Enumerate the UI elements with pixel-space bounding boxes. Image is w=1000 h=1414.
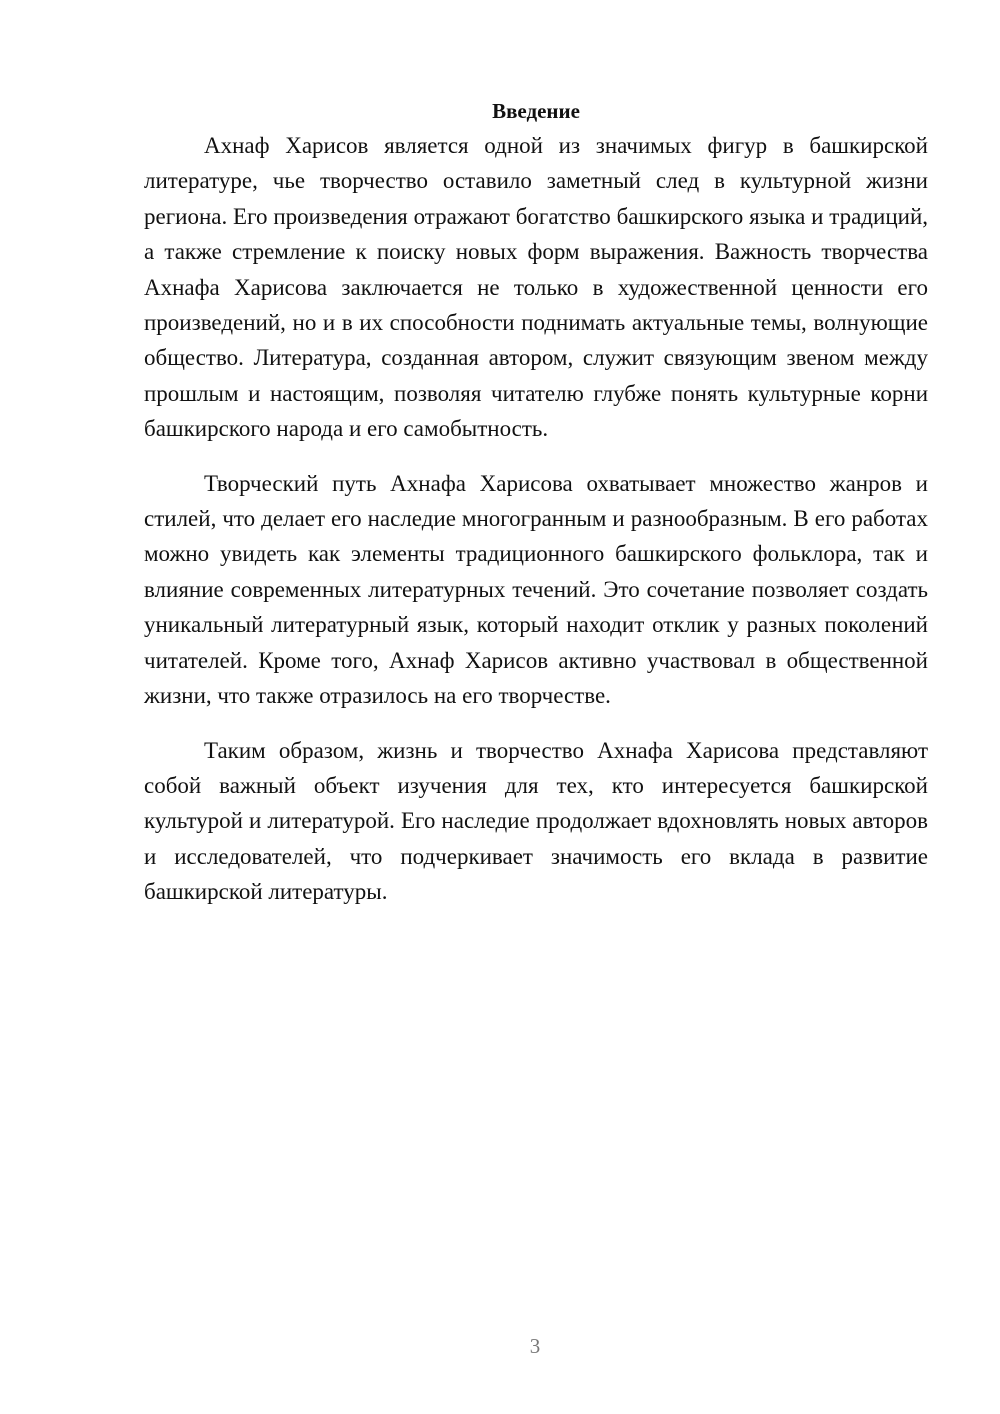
paragraph-conclusion: Таким образом, жизнь и творчество Ахнафа Харисова представляют собой важный объект изучения для тех, кто интересуется башкирской культурой и литературой. Его наследие продолжает вдохновлять новых авторов и исследователей, что подчеркивает значимость его вклада в развитие башкирской литературы.	[144, 737, 928, 905]
paragraph-introduction: Ахнаф Харисов является одной из значимых фигур в башкирской литературе, чье творчество оставило заметный след в культурной жизни региона. Его произведения отражают богатство башкирского языка и традиций, а также стремление к поиску новых форм выражения. Важность творчества Ахнафа Харисова заключается не только в художественной ценности его произведений, но и в их способности поднимать актуальные темы, волнующие общество. Литература, созданная автором, служит связующим звеном между прошлым и настоящим, позволяя читателю глубже понять культурные корни башкирского народа и его самобытность.	[144, 133, 928, 442]
page-number: 3	[529, 1334, 541, 1358]
paragraph-creative-path: Творческий путь Ахнафа Харисова охватывает множество жанров и стилей, что делает его наследие многогранным и разнообразным. В его работах можно увидеть как элементы традиционного башкирского фольклора, так и влияние современных литературных течений. Это сочетание позволяет создать уникальный литературный язык, который находит отклик у разных поколений читателей. Кроме того, Ахнаф Харисов активно участвовал в общественной жизни, что также отразилось на его творчестве.	[144, 470, 928, 709]
document-body	[144, 96, 928, 929]
section-heading: Введение	[492, 99, 580, 123]
